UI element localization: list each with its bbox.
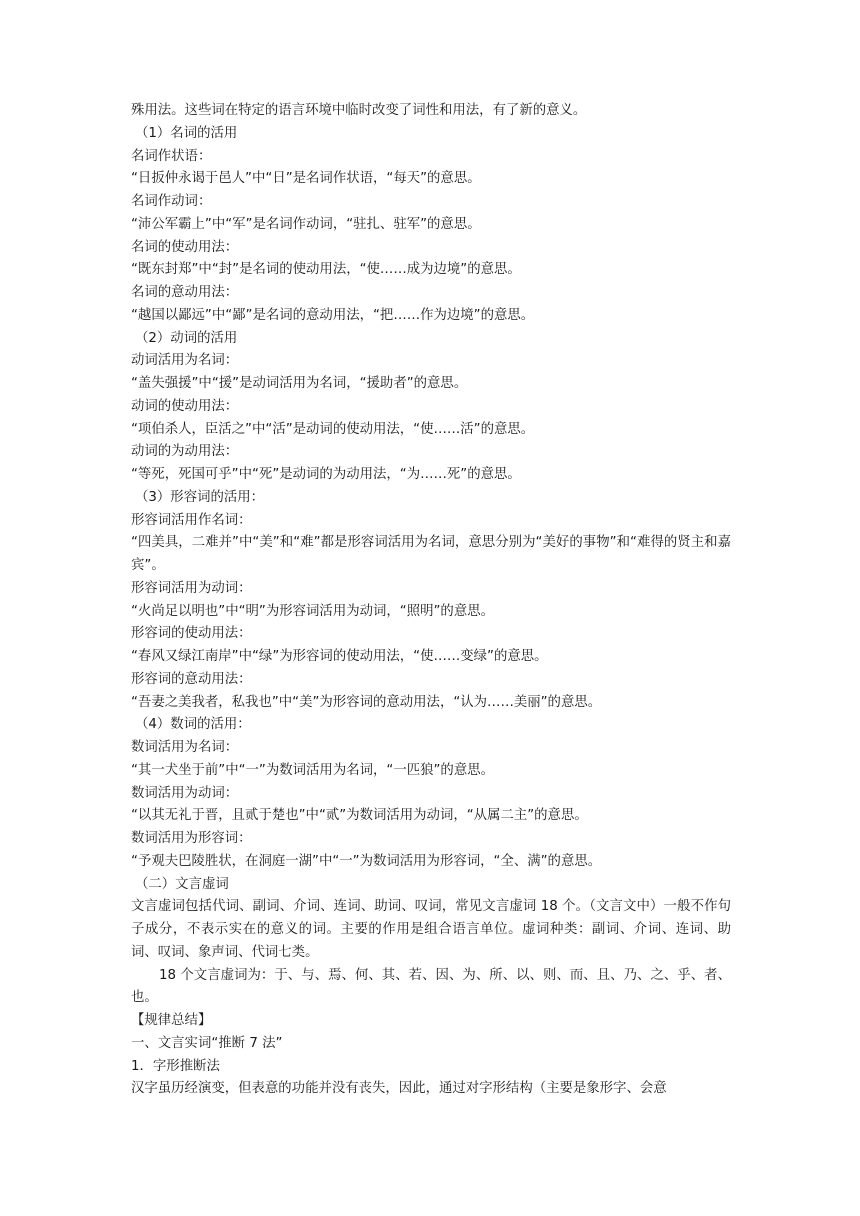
- subheading: 名词作状语：: [131, 148, 212, 164]
- section-heading: （1）名词的活用: [135, 125, 238, 141]
- section-heading: （3）形容词的活用：: [135, 489, 265, 505]
- subheading: 数词活用为形容词：: [131, 831, 252, 846]
- example-line: “沛公军霸上”中“军”是名词作动词，“驻扎、驻军”的意思。: [131, 216, 481, 232]
- example-line: “以其无礼于晋，且贰于楚也”中“贰”为数词活用为动词，“从属二主”的意思。: [131, 808, 588, 824]
- example-line: “等死，死国可乎”中“死”是动词的为动用法，“为……死”的意思。: [131, 467, 521, 482]
- example-line: “吾妻之美我者，私我也”中“美”为形容词的意动用法，“认为……美丽”的意思。: [131, 694, 602, 710]
- subheading: 形容词的意动用法：: [131, 671, 252, 687]
- example-line: “日扳仲永谒于邑人”中“日”是名词作状语，“每天”的意思。: [131, 171, 481, 187]
- subheading: 数词活用为名词：: [131, 740, 239, 755]
- subheading: 动词的为动用法：: [131, 444, 239, 460]
- example-line: “火尚足以明也”中“明”为形容词活用为动词，“照明”的意思。: [131, 603, 494, 619]
- method-heading: 1．字形推断法: [131, 1058, 220, 1074]
- example-line: “越国以鄙远”中“鄙”是名词的意动用法，“把……作为边境”的意思。: [131, 307, 535, 323]
- document-page: [131, 100, 731, 1101]
- section-heading: （二）文言虚词: [135, 876, 229, 892]
- example-line: “项伯杀人，臣活之”中“活”是动词的使动用法，“使……活”的意思。: [131, 421, 535, 437]
- example-line: “予观夫巴陵胜状，在洞庭一湖”中“一”为数词活用为形容词，“全、满”的意思。: [131, 853, 602, 869]
- subheading: 动词活用为名词：: [131, 353, 239, 369]
- subheading: 形容词活用为动词：: [131, 580, 252, 596]
- section-heading: 一、文言实词“推断 7 法”: [131, 1035, 283, 1051]
- section-heading: （2）动词的活用: [135, 330, 238, 346]
- body-paragraph: 18 个文言虚词为：于、与、焉、何、其、若、因、为、所、以、则、而、且、乃、之、乎、者、也。: [131, 967, 731, 1006]
- text-line: 殊用法。这些词在特定的语言环境中临时改变了词性和用法，有了新的意义。: [131, 103, 587, 118]
- example-paragraph: “四美具，二难并”中“美”和“难”都是形容词活用为名词，意思分别为“美好的事物”和“难得的贤主和嘉宾”。: [131, 535, 731, 573]
- summary-heading: 【规律总结】: [131, 1013, 212, 1028]
- example-line: “盖失强援”中“援”是动词活用为名词，“援助者”的意思。: [131, 376, 468, 391]
- subheading: 名词的意动用法：: [131, 285, 239, 300]
- example-line: “其一犬坐于前”中“一”为数词活用为名词，“一匹狼”的意思。: [131, 762, 494, 778]
- subheading: 形容词活用作名词：: [131, 512, 252, 528]
- example-line: “春风又绿江南岸”中“绿”为形容词的使动用法，“使……变绿”的意思。: [131, 649, 548, 664]
- body-paragraph: 文言虚词包括代词、副词、介词、连词、助词、叹词，常见文言虚词 18 个。（文言文中）一般不作句子成分，不表示实在的意义的词。主要的作用是组合语言单位。虚词种类：副词、介词、连词、助词、叹词、象声词、代词七类。: [131, 899, 731, 960]
- subheading: 数词活用为动词：: [131, 785, 239, 801]
- subheading: 动词的使动用法：: [131, 398, 239, 414]
- subheading: 名词的使动用法：: [131, 239, 239, 255]
- section-heading: （4）数词的活用：: [135, 717, 251, 733]
- subheading: 名词作动词：: [131, 194, 212, 209]
- example-line: “既东封郑”中“封”是名词的使动用法，“使……成为边境”的意思。: [131, 262, 521, 278]
- subheading: 形容词的使动用法：: [131, 626, 252, 642]
- body-line: 汉字虽历经演变，但表意的功能并没有丧失，因此，通过对字形结构（主要是象形字、会意: [131, 1081, 667, 1097]
